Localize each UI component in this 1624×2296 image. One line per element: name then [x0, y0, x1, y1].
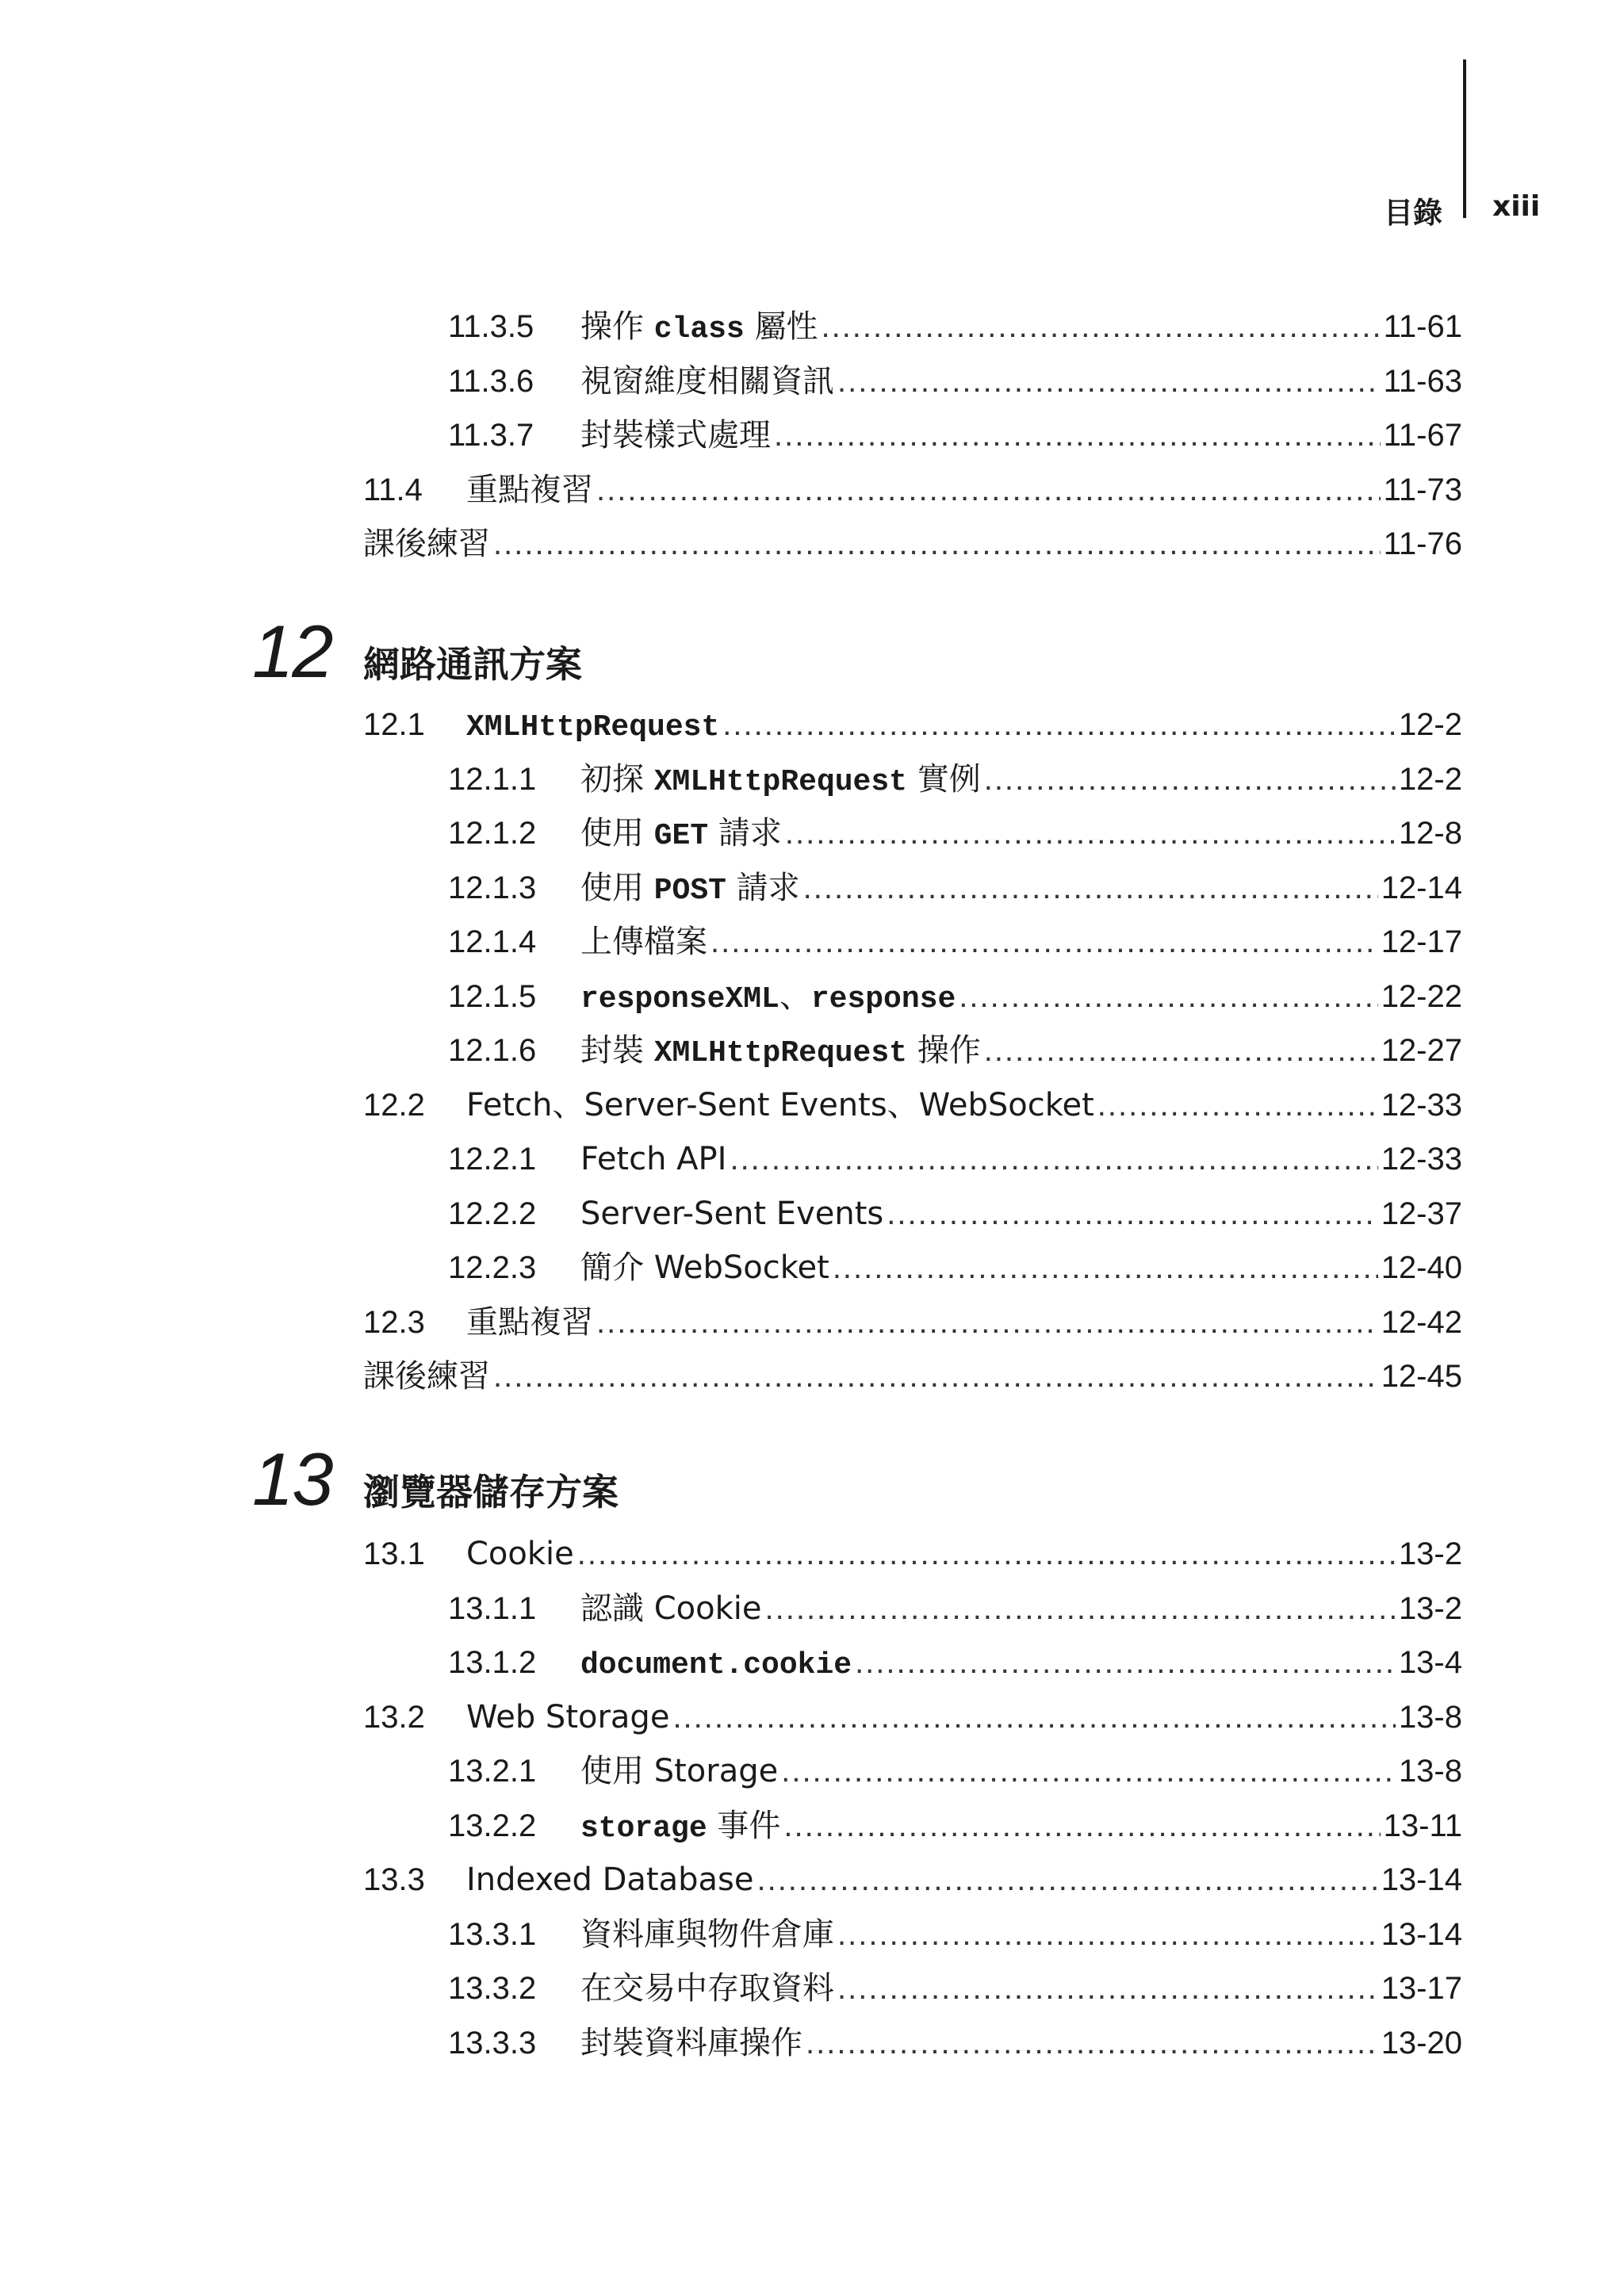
toc-entry[interactable] [448, 1246, 1462, 1290]
toc-entry[interactable] [363, 1083, 1462, 1127]
toc-entry-number: 12.1 [363, 707, 425, 742]
toc-entry-title [580, 1749, 778, 1793]
toc-entry-number: 13.3.1 [448, 1916, 537, 1952]
dot-leader [493, 1354, 1378, 1399]
toc-entry-page: 13-11 [1383, 1808, 1462, 1843]
toc-entry[interactable] [363, 1300, 1462, 1345]
toc-entry[interactable] [448, 1912, 1462, 1957]
toc-entry-number: 11.3.6 [448, 363, 534, 399]
header-vertical-rule [1463, 59, 1466, 218]
toc-entry-number: 13.3.2 [448, 1971, 537, 2006]
title-text: 、 [779, 978, 811, 1015]
toc-entry[interactable] [448, 1028, 1462, 1076]
toc-entry-title [466, 702, 719, 750]
page-header [0, 0, 1624, 238]
toc-entry-number: 12.2.2 [448, 1196, 537, 1231]
toc-entry-title [466, 468, 593, 512]
dot-leader [493, 522, 1381, 566]
title-text: 事件 [707, 1807, 781, 1844]
toc-entry-page: 12-17 [1381, 924, 1462, 959]
title-text: 認識 Cookie [580, 1590, 762, 1627]
toc-entry-page: 13-8 [1398, 1754, 1462, 1789]
dot-leader [781, 1749, 1396, 1793]
code-term: XMLHttpRequest [466, 710, 720, 744]
title-text: 使用 Storage [580, 1753, 779, 1789]
toc-entry-page: 13-2 [1398, 1590, 1462, 1626]
toc-entry-title [580, 2021, 802, 2065]
toc-entry-number: 13.3.3 [448, 2025, 537, 2061]
title-text: 簡介 WebSocket [580, 1249, 829, 1286]
dot-leader [596, 1300, 1378, 1345]
toc-entry-title [580, 974, 956, 1022]
toc-entry-title [580, 1192, 883, 1236]
dot-leader [783, 1804, 1380, 1848]
title-text: Cookie [466, 1536, 574, 1572]
toc-entry[interactable] [448, 1640, 1462, 1688]
toc-entry[interactable] [448, 2021, 1462, 2065]
title-text: 使用 [580, 869, 654, 906]
title-text: 封裝樣式處理 [580, 417, 771, 453]
toc-entry-page: 12-8 [1398, 816, 1462, 851]
toc-entry-page: 12-42 [1381, 1304, 1462, 1340]
title-text: 請求 [708, 815, 782, 851]
toc-entry-page: 12-2 [1398, 761, 1462, 797]
header-section-label: 目錄 [1384, 196, 1442, 230]
toc-entry[interactable] [448, 811, 1462, 859]
toc-entry-title [580, 811, 782, 859]
toc-entry-page: 12-37 [1381, 1196, 1462, 1231]
code-term: GET [653, 819, 709, 853]
dot-leader [577, 1532, 1396, 1576]
dot-leader [837, 1912, 1378, 1957]
chapter-number: 13 [252, 1437, 332, 1521]
toc-entry-number: 12.2 [363, 1087, 425, 1123]
dot-leader [984, 757, 1396, 802]
code-term: document.cookie [580, 1648, 852, 1682]
toc-entry-title [580, 413, 771, 457]
title-text: 在交易中存取資料 [580, 1970, 834, 2007]
toc-entry-title [580, 1804, 780, 1851]
toc-entry-number: 12.3 [363, 1304, 425, 1340]
dot-leader [672, 1695, 1396, 1739]
title-text: 請求 [726, 869, 800, 906]
toc-entry-number: 12.1.2 [448, 816, 537, 851]
dot-leader [821, 304, 1380, 349]
toc-entry-page: 12-22 [1381, 978, 1462, 1014]
toc-entry-page: 11-73 [1383, 472, 1462, 507]
title-text: Fetch API [580, 1141, 727, 1177]
toc-entry-page: 13-8 [1398, 1699, 1462, 1735]
toc-entry[interactable] [363, 1695, 1462, 1739]
code-term: class [653, 312, 745, 346]
toc-entry-page: 13-4 [1398, 1645, 1462, 1680]
toc-entry-title [580, 757, 981, 805]
code-term: response [810, 982, 956, 1016]
toc-entry-number: 13.2.2 [448, 1808, 537, 1843]
toc-entry-title [363, 1354, 490, 1399]
code-term: XMLHttpRequest [653, 764, 907, 799]
toc-entry-number: 12.1.3 [448, 870, 537, 905]
toc-entry-number: 13.2.1 [448, 1754, 537, 1789]
dot-leader [764, 1586, 1395, 1631]
toc-entry-number: 11.3.7 [448, 418, 534, 453]
toc-entry-page: 13-2 [1398, 1536, 1462, 1571]
dot-leader [833, 1246, 1378, 1290]
title-text: 重點複習 [466, 471, 593, 508]
toc-entry-title [580, 1028, 981, 1076]
toc-entry-page: 12-45 [1381, 1359, 1462, 1394]
toc-entry-page: 11-76 [1383, 526, 1462, 561]
chapter-heading[interactable] [252, 609, 582, 695]
toc-entry[interactable] [363, 1858, 1462, 1902]
dot-leader [806, 2021, 1378, 2065]
toc-entry-title [580, 1246, 829, 1290]
toc-entry-title [466, 1300, 593, 1345]
code-term: responseXML [580, 982, 779, 1016]
dot-leader [803, 866, 1378, 910]
chapter-heading[interactable] [252, 1437, 619, 1522]
toc-entry[interactable] [363, 1354, 1462, 1399]
title-text: 屬性 [744, 308, 818, 345]
toc-entry-page: 12-2 [1398, 707, 1462, 742]
toc-entry-number: 13.1.2 [448, 1645, 537, 1680]
toc-entry-number: 13.2 [363, 1699, 425, 1735]
toc-entry[interactable] [448, 1137, 1462, 1181]
toc-entry-title [363, 522, 490, 566]
toc-entry-number: 12.2.1 [448, 1142, 537, 1177]
header-page-number: xiii [1492, 190, 1541, 223]
toc-entry-title [580, 920, 707, 964]
title-text: 課後練習 [363, 1358, 490, 1395]
title-text: 課後練習 [363, 526, 490, 562]
toc-entry[interactable] [448, 413, 1462, 457]
toc-entry-number: 13.1 [363, 1536, 425, 1571]
dot-leader [959, 974, 1377, 1019]
toc-entry[interactable] [448, 1749, 1462, 1793]
toc-entry-page: 13-14 [1381, 1862, 1462, 1897]
dot-leader [596, 468, 1381, 512]
toc-entry[interactable] [363, 1532, 1462, 1576]
dot-leader [774, 413, 1381, 457]
title-text: Server-Sent Events [580, 1195, 884, 1232]
title-text: 初探 [580, 760, 654, 798]
dot-leader [722, 702, 1396, 747]
toc-entry-page: 13-20 [1381, 2025, 1462, 2061]
toc-entry-title [580, 359, 834, 404]
title-text: 使用 [580, 815, 654, 851]
toc-entry-number: 12.2.3 [448, 1250, 537, 1285]
toc-entry[interactable] [448, 974, 1462, 1022]
chapter-title: 網路通訊方案 [363, 643, 582, 686]
toc-entry[interactable] [448, 1192, 1462, 1236]
toc-entry[interactable] [363, 522, 1462, 566]
toc-entry-title [580, 304, 818, 352]
toc-entry[interactable] [448, 866, 1462, 913]
title-text: Web Storage [466, 1698, 670, 1735]
dot-leader [1097, 1083, 1378, 1127]
dot-leader [855, 1640, 1396, 1685]
dot-leader [710, 920, 1378, 964]
code-term: XMLHttpRequest [653, 1036, 907, 1070]
toc-entry-number: 11.3.5 [448, 309, 534, 344]
toc-entry-page: 11-61 [1383, 309, 1462, 344]
toc-entry-number: 13.1.1 [448, 1590, 537, 1626]
title-text: 封裝資料庫操作 [580, 2024, 802, 2061]
toc-entry[interactable] [448, 920, 1462, 964]
dot-leader [837, 1966, 1378, 2011]
chapter-number: 12 [252, 610, 332, 693]
code-term: POST [653, 873, 726, 908]
code-term: storage [580, 1811, 707, 1846]
toc-entry-number: 13.3 [363, 1862, 425, 1897]
title-text: 重點複習 [466, 1303, 593, 1341]
toc-entry-title [580, 1586, 761, 1631]
toc-entry[interactable] [448, 1966, 1462, 2011]
toc-entry-title [580, 1912, 834, 1957]
title-text: 上傳檔案 [580, 924, 707, 960]
dot-leader [730, 1137, 1377, 1181]
toc-entry-title [580, 1966, 834, 2011]
toc-entry[interactable] [363, 468, 1462, 512]
toc-entry[interactable] [448, 1804, 1462, 1851]
toc-entry-title [580, 1137, 726, 1181]
title-text: 操作 [906, 1032, 981, 1069]
toc-entry[interactable] [448, 359, 1462, 404]
title-text: Indexed Database [466, 1862, 754, 1898]
toc-entry-page: 11-63 [1383, 363, 1462, 399]
toc-entry-title [466, 1532, 574, 1576]
toc-entry-title [466, 1858, 753, 1902]
toc-entry[interactable] [363, 702, 1462, 750]
toc-entry-title [580, 1640, 852, 1688]
toc-entry-page: 13-17 [1381, 1971, 1462, 2006]
toc-entry-title [580, 866, 800, 913]
title-text: 資料庫與物件倉庫 [580, 1915, 834, 1953]
title-text: 操作 [580, 308, 654, 345]
toc-entry-page: 13-14 [1381, 1916, 1462, 1952]
toc-entry-number: 12.1.4 [448, 924, 537, 959]
toc-entry-page: 12-33 [1381, 1142, 1462, 1177]
chapter-title: 瀏覽器儲存方案 [363, 1471, 619, 1513]
toc-entry[interactable] [448, 1586, 1462, 1631]
title-text: Fetch、Server-Sent Events、WebSocket [466, 1086, 1094, 1123]
dot-leader [837, 359, 1381, 404]
dot-leader [887, 1192, 1377, 1236]
toc-entry-page: 11-67 [1383, 418, 1462, 453]
toc-entry-title [466, 1083, 1094, 1127]
toc-entry-page: 12-14 [1381, 870, 1462, 905]
toc-entry-page: 12-40 [1381, 1250, 1462, 1285]
title-text: 封裝 [580, 1032, 654, 1069]
toc-entry-number: 11.4 [363, 472, 423, 507]
title-text: 視窗維度相關資訊 [580, 362, 834, 400]
toc-entry[interactable] [448, 304, 1462, 352]
dot-leader [785, 811, 1396, 855]
toc-entry-number: 12.1.5 [448, 978, 537, 1014]
toc-entry-page: 12-27 [1381, 1033, 1462, 1068]
toc-entry[interactable] [448, 757, 1462, 805]
toc-entry-number: 12.1.6 [448, 1033, 537, 1068]
title-text: 實例 [906, 760, 981, 798]
toc-entry-number: 12.1.1 [448, 761, 537, 797]
toc-entry-title [466, 1695, 669, 1739]
dot-leader [756, 1858, 1377, 1902]
dot-leader [984, 1028, 1378, 1073]
toc-entry-page: 12-33 [1381, 1087, 1462, 1123]
